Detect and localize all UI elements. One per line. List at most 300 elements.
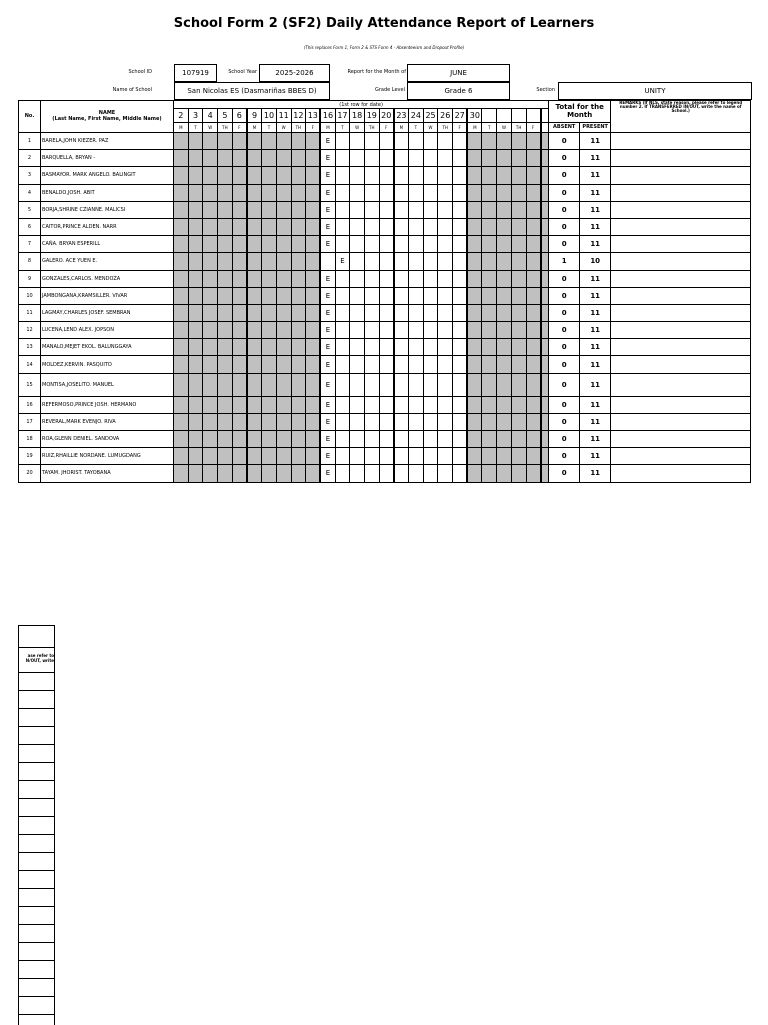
attendance-cell[interactable] [364,133,379,150]
attendance-cell[interactable] [526,322,541,339]
attendance-cell[interactable] [276,150,291,167]
attendance-cell[interactable] [203,413,218,430]
attendance-cell[interactable] [379,322,394,339]
attendance-cell[interactable] [526,167,541,184]
attendance-mark[interactable]: E [320,448,335,465]
attendance-cell[interactable] [511,287,526,304]
attendance-cell[interactable] [350,218,365,235]
grade-level-field[interactable]: Grade 6 [407,82,510,100]
attendance-cell[interactable] [350,287,365,304]
attendance-cell[interactable] [438,373,453,396]
attendance-cell[interactable] [482,373,497,396]
attendance-cell[interactable] [218,373,233,396]
attendance-cell[interactable] [218,167,233,184]
attendance-cell[interactable] [262,448,277,465]
attendance-cell[interactable] [423,339,438,356]
attendance-cell[interactable] [188,431,203,448]
attendance-cell[interactable] [394,150,409,167]
attendance-cell[interactable] [262,218,277,235]
attendance-cell[interactable] [306,322,321,339]
attendance-cell[interactable] [247,465,262,482]
remarks-cell[interactable] [611,253,751,270]
attendance-cell[interactable] [232,339,247,356]
remarks-cell[interactable] [611,304,751,321]
attendance-cell[interactable] [379,167,394,184]
attendance-cell[interactable] [364,448,379,465]
attendance-cell[interactable] [497,201,512,218]
attendance-cell[interactable] [541,270,549,287]
attendance-cell[interactable] [232,465,247,482]
attendance-cell[interactable] [218,150,233,167]
attendance-cell[interactable] [394,167,409,184]
attendance-cell[interactable] [511,322,526,339]
attendance-cell[interactable] [262,236,277,253]
attendance-cell[interactable] [482,304,497,321]
attendance-cell[interactable] [306,184,321,201]
attendance-cell[interactable] [497,413,512,430]
attendance-cell[interactable] [335,322,350,339]
attendance-cell[interactable] [247,396,262,413]
attendance-cell[interactable] [262,184,277,201]
attendance-cell[interactable] [409,373,424,396]
attendance-cell[interactable] [438,448,453,465]
attendance-cell[interactable] [335,236,350,253]
attendance-cell[interactable] [276,270,291,287]
attendance-cell[interactable] [232,448,247,465]
attendance-cell[interactable] [364,201,379,218]
attendance-cell[interactable] [409,339,424,356]
attendance-cell[interactable] [291,431,306,448]
attendance-cell[interactable] [306,253,321,270]
attendance-cell[interactable] [232,167,247,184]
attendance-cell[interactable] [482,150,497,167]
attendance-cell[interactable] [467,322,482,339]
attendance-cell[interactable] [497,150,512,167]
attendance-cell[interactable] [423,396,438,413]
remarks-cell[interactable] [611,236,751,253]
attendance-cell[interactable] [350,322,365,339]
attendance-cell[interactable] [497,236,512,253]
attendance-cell[interactable] [394,356,409,373]
attendance-cell[interactable] [350,396,365,413]
attendance-cell[interactable] [335,356,350,373]
attendance-cell[interactable] [232,150,247,167]
attendance-cell[interactable] [262,167,277,184]
attendance-cell[interactable] [306,339,321,356]
attendance-cell[interactable] [526,304,541,321]
attendance-cell[interactable] [350,304,365,321]
attendance-cell[interactable] [262,373,277,396]
attendance-cell[interactable] [188,448,203,465]
attendance-cell[interactable] [306,150,321,167]
attendance-cell[interactable] [306,396,321,413]
attendance-cell[interactable] [262,253,277,270]
attendance-cell[interactable] [203,304,218,321]
attendance-cell[interactable] [306,465,321,482]
attendance-cell[interactable] [467,413,482,430]
attendance-cell[interactable] [453,339,468,356]
attendance-cell[interactable] [409,287,424,304]
attendance-cell[interactable] [188,287,203,304]
attendance-cell[interactable] [541,465,549,482]
attendance-cell[interactable] [232,184,247,201]
attendance-cell[interactable] [482,413,497,430]
attendance-cell[interactable] [541,236,549,253]
attendance-cell[interactable] [438,184,453,201]
attendance-cell[interactable] [541,356,549,373]
attendance-cell[interactable] [541,218,549,235]
attendance-cell[interactable] [364,270,379,287]
attendance-cell[interactable] [174,218,189,235]
attendance-cell[interactable] [482,448,497,465]
attendance-cell[interactable] [291,201,306,218]
attendance-cell[interactable] [438,304,453,321]
attendance-cell[interactable] [541,373,549,396]
attendance-cell[interactable] [291,356,306,373]
attendance-cell[interactable] [247,287,262,304]
attendance-cell[interactable] [350,150,365,167]
attendance-cell[interactable] [482,270,497,287]
attendance-mark[interactable]: E [320,304,335,321]
attendance-cell[interactable] [306,304,321,321]
attendance-cell[interactable] [379,373,394,396]
attendance-cell[interactable] [526,150,541,167]
attendance-cell[interactable] [276,339,291,356]
attendance-cell[interactable] [276,373,291,396]
attendance-cell[interactable] [350,431,365,448]
attendance-cell[interactable] [320,253,335,270]
attendance-cell[interactable] [409,270,424,287]
attendance-cell[interactable] [291,150,306,167]
attendance-cell[interactable] [438,133,453,150]
attendance-cell[interactable] [364,431,379,448]
attendance-cell[interactable] [526,287,541,304]
attendance-cell[interactable] [203,339,218,356]
attendance-cell[interactable] [350,356,365,373]
school-id-field[interactable]: 107919 [174,64,217,82]
attendance-cell[interactable] [335,431,350,448]
attendance-cell[interactable] [394,413,409,430]
attendance-cell[interactable] [423,253,438,270]
attendance-cell[interactable] [541,413,549,430]
attendance-mark[interactable]: E [320,270,335,287]
attendance-cell[interactable] [453,396,468,413]
attendance-mark[interactable]: E [320,218,335,235]
attendance-cell[interactable] [526,253,541,270]
attendance-cell[interactable] [232,270,247,287]
attendance-cell[interactable] [188,413,203,430]
attendance-mark[interactable]: E [320,287,335,304]
attendance-cell[interactable] [438,396,453,413]
attendance-cell[interactable] [379,356,394,373]
attendance-cell[interactable] [423,236,438,253]
attendance-cell[interactable] [203,287,218,304]
attendance-cell[interactable] [188,270,203,287]
attendance-cell[interactable] [350,339,365,356]
attendance-cell[interactable] [218,465,233,482]
attendance-cell[interactable] [541,339,549,356]
remarks-cell[interactable] [611,339,751,356]
attendance-cell[interactable] [276,184,291,201]
attendance-mark[interactable]: E [335,253,350,270]
attendance-cell[interactable] [511,304,526,321]
attendance-cell[interactable] [203,431,218,448]
attendance-cell[interactable] [394,218,409,235]
attendance-mark[interactable]: E [320,465,335,482]
attendance-cell[interactable] [438,236,453,253]
attendance-cell[interactable] [364,150,379,167]
attendance-cell[interactable] [423,270,438,287]
attendance-cell[interactable] [409,133,424,150]
attendance-cell[interactable] [379,396,394,413]
attendance-cell[interactable] [247,236,262,253]
attendance-cell[interactable] [511,465,526,482]
attendance-cell[interactable] [423,373,438,396]
attendance-cell[interactable] [306,270,321,287]
attendance-cell[interactable] [188,322,203,339]
attendance-cell[interactable] [247,167,262,184]
attendance-cell[interactable] [232,373,247,396]
attendance-cell[interactable] [541,184,549,201]
attendance-cell[interactable] [526,396,541,413]
remarks-cell[interactable] [611,373,751,396]
attendance-cell[interactable] [364,322,379,339]
attendance-cell[interactable] [541,167,549,184]
attendance-cell[interactable] [306,448,321,465]
attendance-cell[interactable] [394,270,409,287]
attendance-cell[interactable] [511,218,526,235]
attendance-cell[interactable] [379,270,394,287]
attendance-cell[interactable] [262,322,277,339]
remarks-cell[interactable] [611,270,751,287]
attendance-cell[interactable] [188,150,203,167]
attendance-cell[interactable] [276,465,291,482]
attendance-cell[interactable] [291,133,306,150]
attendance-cell[interactable] [438,287,453,304]
attendance-cell[interactable] [438,322,453,339]
attendance-cell[interactable] [526,413,541,430]
attendance-cell[interactable] [482,322,497,339]
attendance-cell[interactable] [364,396,379,413]
attendance-cell[interactable] [438,413,453,430]
attendance-cell[interactable] [453,413,468,430]
attendance-cell[interactable] [497,133,512,150]
attendance-cell[interactable] [218,448,233,465]
attendance-cell[interactable] [453,201,468,218]
attendance-cell[interactable] [335,270,350,287]
attendance-cell[interactable] [364,465,379,482]
attendance-cell[interactable] [335,201,350,218]
attendance-cell[interactable] [497,184,512,201]
attendance-cell[interactable] [409,396,424,413]
attendance-cell[interactable] [467,201,482,218]
attendance-cell[interactable] [174,150,189,167]
attendance-cell[interactable] [467,133,482,150]
attendance-cell[interactable] [467,218,482,235]
attendance-cell[interactable] [409,322,424,339]
attendance-cell[interactable] [276,167,291,184]
attendance-cell[interactable] [306,413,321,430]
attendance-cell[interactable] [350,133,365,150]
attendance-cell[interactable] [526,356,541,373]
attendance-cell[interactable] [526,373,541,396]
attendance-cell[interactable] [350,465,365,482]
attendance-cell[interactable] [438,270,453,287]
attendance-cell[interactable] [394,236,409,253]
attendance-cell[interactable] [276,253,291,270]
remarks-cell[interactable] [611,167,751,184]
attendance-cell[interactable] [203,373,218,396]
attendance-cell[interactable] [409,201,424,218]
attendance-cell[interactable] [409,465,424,482]
attendance-cell[interactable] [262,287,277,304]
attendance-cell[interactable] [482,184,497,201]
attendance-mark[interactable]: E [320,339,335,356]
attendance-cell[interactable] [482,396,497,413]
attendance-cell[interactable] [453,448,468,465]
attendance-cell[interactable] [497,270,512,287]
attendance-cell[interactable] [467,167,482,184]
attendance-cell[interactable] [394,465,409,482]
attendance-cell[interactable] [335,465,350,482]
attendance-cell[interactable] [203,253,218,270]
attendance-cell[interactable] [174,413,189,430]
attendance-cell[interactable] [247,184,262,201]
attendance-cell[interactable] [306,201,321,218]
attendance-cell[interactable] [174,339,189,356]
attendance-cell[interactable] [467,184,482,201]
attendance-cell[interactable] [511,184,526,201]
attendance-cell[interactable] [541,431,549,448]
remarks-cell[interactable] [611,322,751,339]
attendance-cell[interactable] [379,431,394,448]
attendance-cell[interactable] [276,322,291,339]
attendance-cell[interactable] [291,413,306,430]
attendance-cell[interactable] [232,253,247,270]
attendance-cell[interactable] [218,201,233,218]
attendance-cell[interactable] [453,133,468,150]
attendance-cell[interactable] [276,133,291,150]
remarks-cell[interactable] [611,287,751,304]
attendance-cell[interactable] [203,270,218,287]
attendance-cell[interactable] [174,322,189,339]
attendance-cell[interactable] [467,373,482,396]
attendance-cell[interactable] [350,413,365,430]
attendance-cell[interactable] [174,356,189,373]
attendance-cell[interactable] [247,150,262,167]
attendance-cell[interactable] [497,431,512,448]
attendance-cell[interactable] [276,413,291,430]
attendance-cell[interactable] [497,373,512,396]
attendance-cell[interactable] [335,448,350,465]
attendance-cell[interactable] [423,150,438,167]
attendance-cell[interactable] [247,253,262,270]
attendance-cell[interactable] [247,133,262,150]
remarks-cell[interactable] [611,448,751,465]
attendance-cell[interactable] [350,236,365,253]
attendance-cell[interactable] [423,304,438,321]
remarks-cell[interactable] [611,465,751,482]
attendance-cell[interactable] [409,253,424,270]
attendance-cell[interactable] [174,465,189,482]
attendance-cell[interactable] [423,431,438,448]
attendance-cell[interactable] [188,201,203,218]
attendance-cell[interactable] [482,167,497,184]
attendance-cell[interactable] [467,339,482,356]
attendance-cell[interactable] [247,339,262,356]
attendance-cell[interactable] [262,339,277,356]
attendance-cell[interactable] [394,304,409,321]
attendance-cell[interactable] [409,448,424,465]
attendance-cell[interactable] [379,184,394,201]
attendance-cell[interactable] [306,236,321,253]
attendance-cell[interactable] [379,150,394,167]
attendance-cell[interactable] [247,413,262,430]
attendance-cell[interactable] [453,465,468,482]
attendance-cell[interactable] [482,287,497,304]
attendance-cell[interactable] [379,465,394,482]
attendance-cell[interactable] [467,287,482,304]
attendance-cell[interactable] [218,236,233,253]
attendance-cell[interactable] [364,356,379,373]
attendance-cell[interactable] [511,431,526,448]
attendance-mark[interactable]: E [320,356,335,373]
attendance-cell[interactable] [262,150,277,167]
attendance-cell[interactable] [262,396,277,413]
attendance-cell[interactable] [497,287,512,304]
attendance-cell[interactable] [482,236,497,253]
attendance-cell[interactable] [438,339,453,356]
attendance-cell[interactable] [203,150,218,167]
attendance-cell[interactable] [526,465,541,482]
attendance-cell[interactable] [467,396,482,413]
attendance-cell[interactable] [276,396,291,413]
attendance-cell[interactable] [291,339,306,356]
attendance-cell[interactable] [526,218,541,235]
attendance-cell[interactable] [350,373,365,396]
attendance-cell[interactable] [467,150,482,167]
attendance-cell[interactable] [423,448,438,465]
attendance-cell[interactable] [409,236,424,253]
attendance-cell[interactable] [247,201,262,218]
attendance-cell[interactable] [438,253,453,270]
attendance-cell[interactable] [188,465,203,482]
attendance-cell[interactable] [232,356,247,373]
attendance-cell[interactable] [453,184,468,201]
attendance-cell[interactable] [174,253,189,270]
attendance-cell[interactable] [247,322,262,339]
attendance-cell[interactable] [438,356,453,373]
attendance-cell[interactable] [335,287,350,304]
attendance-cell[interactable] [467,356,482,373]
attendance-cell[interactable] [394,322,409,339]
attendance-cell[interactable] [247,304,262,321]
attendance-cell[interactable] [335,218,350,235]
attendance-cell[interactable] [203,133,218,150]
attendance-cell[interactable] [291,448,306,465]
attendance-cell[interactable] [276,218,291,235]
attendance-cell[interactable] [203,322,218,339]
attendance-cell[interactable] [203,448,218,465]
attendance-cell[interactable] [335,167,350,184]
remarks-cell[interactable] [611,201,751,218]
attendance-cell[interactable] [409,304,424,321]
attendance-cell[interactable] [511,236,526,253]
attendance-cell[interactable] [218,431,233,448]
school-name-field[interactable]: San Nicolas ES (Dasmariñas BBES D) [174,82,330,100]
attendance-cell[interactable] [335,339,350,356]
attendance-cell[interactable] [306,356,321,373]
